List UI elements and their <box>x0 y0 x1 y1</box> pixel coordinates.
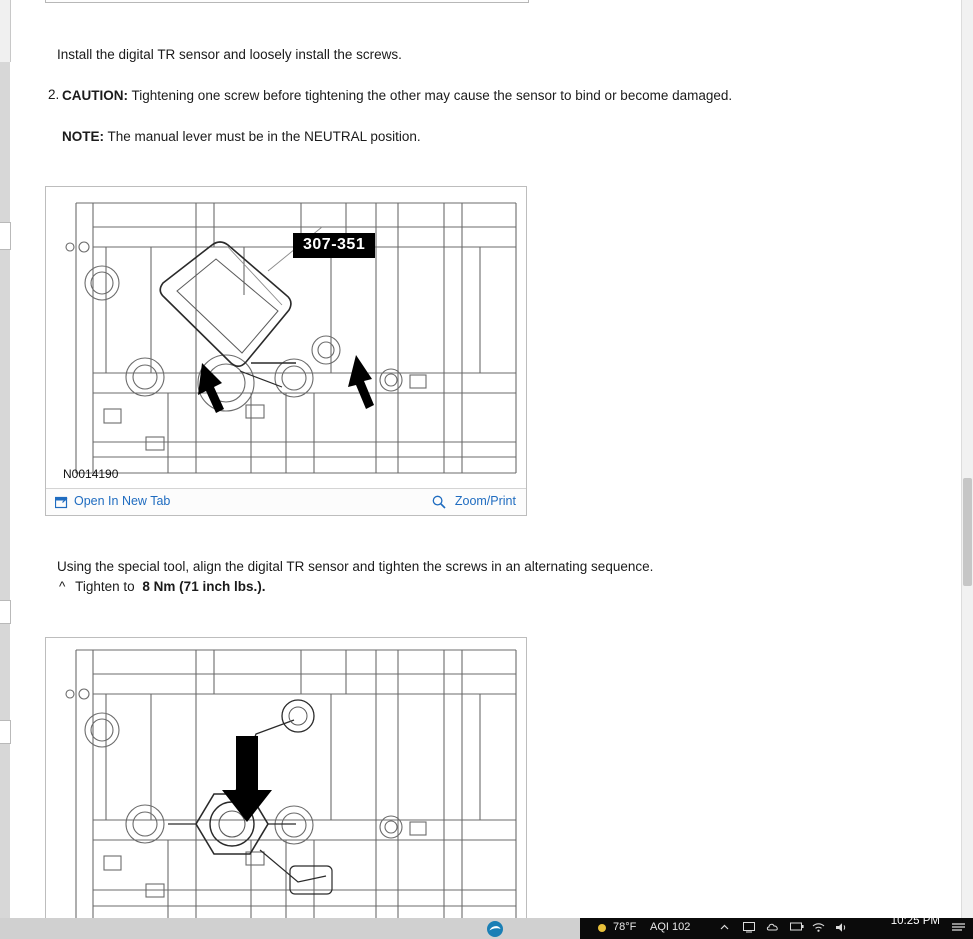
left-edge-top-strip <box>0 0 11 62</box>
left-edge-tab-1[interactable] <box>0 222 11 250</box>
magnifier-icon[interactable] <box>432 495 446 509</box>
clock-time: 10:25 PM <box>890 915 940 927</box>
figure-1-image[interactable] <box>46 187 526 489</box>
screen-icon[interactable] <box>743 922 755 933</box>
partial-figure-above <box>45 0 529 3</box>
taskbar-clock[interactable] <box>891 915 940 928</box>
instruction-line-1: Install the digital TR sensor and loosely install the screws. <box>57 47 402 62</box>
figure-2-image[interactable] <box>46 638 526 918</box>
wifi-icon[interactable] <box>812 922 825 932</box>
figure-1[interactable] <box>45 186 527 516</box>
caution-line <box>62 87 732 105</box>
figure-1-part-code: N0014190 <box>63 467 119 481</box>
taskbar-temperature: 78°F <box>613 921 637 933</box>
step-number: 2. <box>48 87 60 102</box>
document-content <box>11 0 962 918</box>
scrollbar-thumb[interactable] <box>963 478 972 586</box>
chevron-up-icon[interactable] <box>719 922 730 933</box>
notifications-icon[interactable] <box>951 922 967 934</box>
caution-text: Tightening one screw before tightening the other may cause the sensor to bind or become damaged. <box>131 88 733 103</box>
vertical-scrollbar[interactable] <box>961 0 973 918</box>
volume-icon[interactable] <box>835 922 849 933</box>
left-edge-tab-2[interactable] <box>0 600 11 624</box>
onedrive-icon[interactable] <box>766 922 780 932</box>
left-edge-rail <box>0 0 10 918</box>
figure-2[interactable] <box>45 637 527 918</box>
figure-1-open-new-tab-link[interactable]: Open In New Tab <box>74 494 171 508</box>
figure-1-footer <box>46 488 526 515</box>
bullet-marker: ^ <box>59 579 66 594</box>
torque-prefix: Tighten to <box>75 579 135 594</box>
taskbar-aqi: AQI 102 <box>650 921 691 933</box>
weather-sun-icon <box>596 922 608 934</box>
torque-value: 8 Nm (71 inch lbs.). <box>142 579 266 594</box>
figure-1-zoom-print-link[interactable]: Zoom/Print <box>454 494 516 508</box>
left-edge-tab-3[interactable] <box>0 720 11 744</box>
battery-icon[interactable] <box>790 922 804 931</box>
caution-label: CAUTION: <box>62 88 128 103</box>
open-in-new-tab-icon[interactable] <box>55 495 69 509</box>
taskbar <box>0 915 973 939</box>
tool-number-label: 307-351 <box>293 233 375 258</box>
note-text: The manual lever must be in the NEUTRAL position. <box>107 129 421 144</box>
torque-line <box>59 578 265 596</box>
note-label: NOTE: <box>62 129 104 144</box>
instruction-line-2: Using the special tool, align the digital TR sensor and tighten the screws in an alternating sequence. <box>57 559 654 574</box>
edge-browser-icon[interactable] <box>486 920 504 938</box>
note-line <box>62 128 421 146</box>
